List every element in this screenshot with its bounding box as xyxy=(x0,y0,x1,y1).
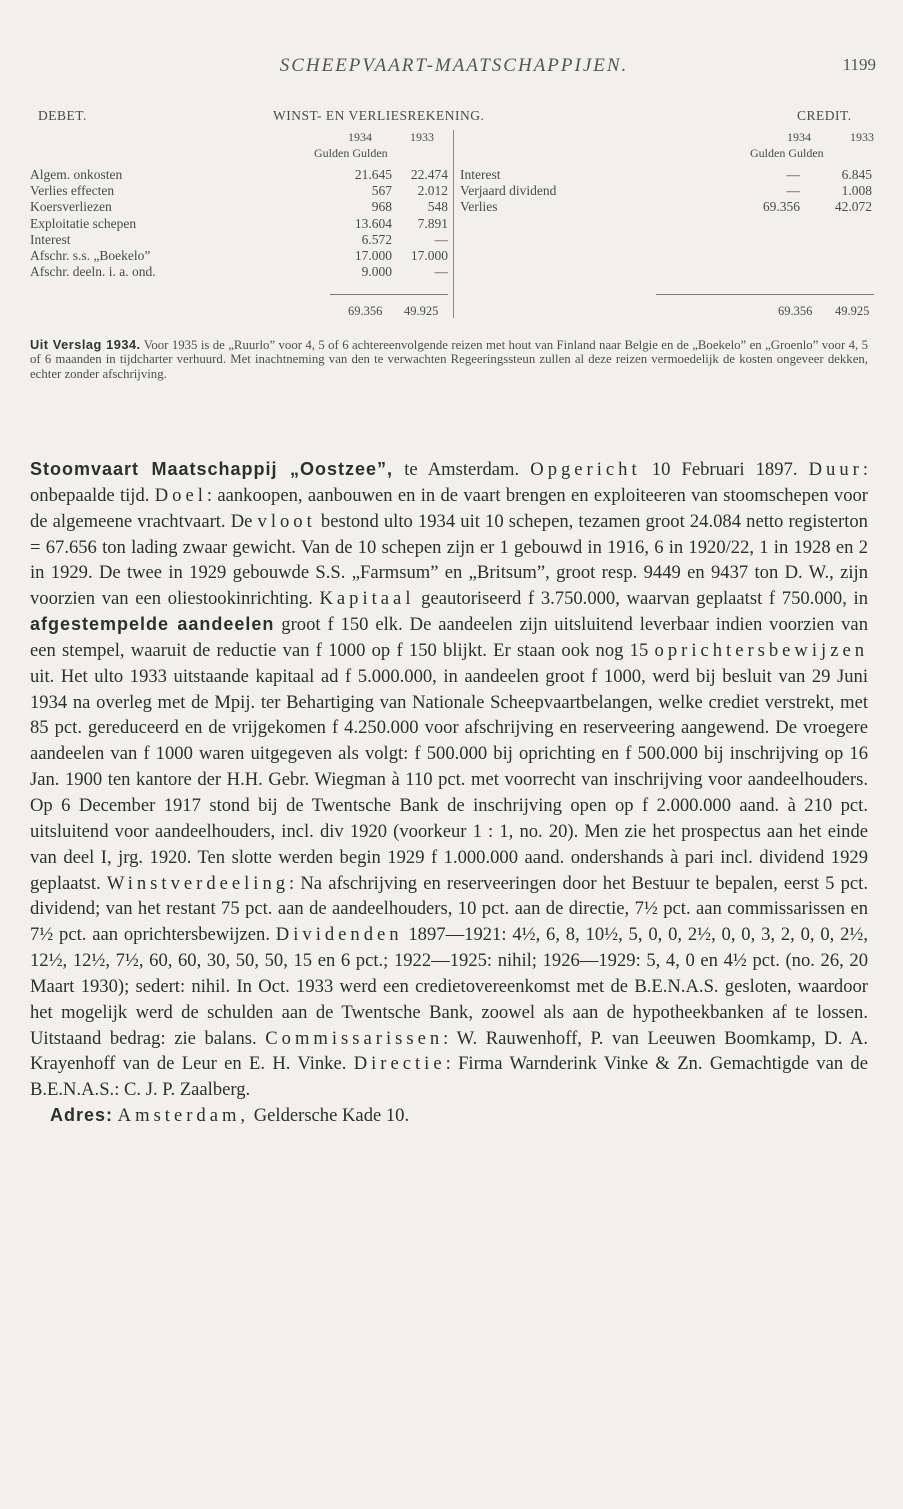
debet-row-1933: — xyxy=(434,231,448,247)
debet-row-1933: 7.891 xyxy=(417,215,448,231)
debet-row-1934: 968 xyxy=(371,199,392,215)
purpose-text: : aankoopen, aanbouwen en in de vaart brengen en exploiteeren van stoomschepen voor de algemeene vrachtvaart. De xyxy=(30,484,868,532)
debet-row xyxy=(30,167,450,183)
label-dividenden: Dividenden xyxy=(275,924,403,946)
debet-row-label: Afschr. s.s. „Boekelo” xyxy=(30,247,151,263)
debet-row-1934: 13.604 xyxy=(354,215,392,231)
left-year-1933: 1933 xyxy=(410,130,434,144)
debet-row-1934: 9.000 xyxy=(361,264,392,280)
ledger-title: WINST- EN VERLIESREKENING. xyxy=(273,108,485,123)
profit-distribution-text: : Na afschrijving en reserveeringen door het Bestuur te bepalen, eerst 5 pct. dividend; van het restant 75 pct. aan de aandeelhouders, 10 pct. aan de directie, 7½ pct. aan commissarissen en 7½ pct. aan oprichtersbewijzen. xyxy=(30,872,868,946)
label-doel: Doel xyxy=(154,484,207,506)
running-title: SCHEEPVAART-MAATSCHAPPIJEN. xyxy=(279,55,629,76)
debet-row-1934: 17.000 xyxy=(354,247,392,263)
debet-row xyxy=(30,199,450,215)
label-oprichtersbewijzen: oprichtersbewijzen xyxy=(654,639,868,661)
debet-row xyxy=(30,264,450,280)
debet-total-1933: 49.925 xyxy=(404,304,439,318)
label-vloot: vloot xyxy=(257,510,316,532)
duration-text: : onbepaalde tijd. xyxy=(30,459,868,506)
right-year-1933: 1933 xyxy=(850,130,874,144)
capital-history-text: uit. Het ulto 1933 uitstaande kapitaal ad f 5.000.000, in aandeelen groot f 1000, werd bij besluit van 29 Juni 1934 na overleg met de Mpij. ter Behartiging van Nationale Scheepvaartbelangen, welke crediet verstrekt, met 85 pct. gereduceerd en de vrijgekomen f 4.250.000 voor afschrijving en reserveering aangewend. De vroegere aandeelen van f 1000 waren uitgegeven als volgt: f 500.000 bij oprichting en f 500.000 bij inschrijving op 16 Jan. 1900 ten kantore der H.H. Gebr. Wiegman à 110 pct. met voorrecht van inschrijving voor aandeelhouders. Op 6 December 1917 stond bij de Twentsche Bank de inschrijving open op f 2.000.000 aand. à 210 pct. uitsluitend voor aandeelhouders, incl. div 1920 (voorkeur 1 : 1, no. 20). Men zie het prospectus aan het einde van deel I, jrg. 1920. Ten slotte werden begin 1929 f 1.000.000 aand. ondershands à pari incl. dividend 1929 geplaatst. xyxy=(30,665,868,894)
debet-label: DEBET. xyxy=(38,108,87,123)
founding-date: 10 Februari 1897. xyxy=(651,459,798,480)
credit-row xyxy=(460,183,878,199)
debet-row-label: Interest xyxy=(30,231,71,247)
report-text: Voor 1935 is de „Ruurlo” voor 4, 5 of 6 achtereenvolgende reizen met hout van Finland naar Belgie en de „Boekelo” en „Groenlo” voor 4, 5 of 6 maanden in tijdcharter verhuurd. Met inachtneming van den te verwachten Regeeringssteun zullen al deze reizen vermoedelijk de kosten ongeveer dekken, echter zonder afschrijving. xyxy=(30,338,868,381)
label-afgestempelde-aandeelen: afgestempelde aandeelen xyxy=(30,614,275,635)
right-units: Gulden Gulden xyxy=(750,146,824,160)
company-paragraph xyxy=(30,457,868,1103)
debet-row-label: Koersverliezen xyxy=(30,199,112,215)
ledger-divider xyxy=(453,130,454,318)
credit-row-1934: — xyxy=(786,167,800,182)
debet-row-1933: 548 xyxy=(427,199,448,215)
company-location: te Amsterdam. xyxy=(404,459,520,480)
credit-total-rule xyxy=(656,294,874,295)
label-duur: Duur xyxy=(808,459,863,480)
report-lead: Uit Verslag 1934. xyxy=(30,337,141,352)
debet-row-1933: 22.474 xyxy=(410,167,448,182)
label-winstverdeeling: Winstverdeeling xyxy=(106,872,290,894)
debet-row xyxy=(30,232,450,248)
label-kapitaal: Kapitaal xyxy=(319,588,415,610)
debet-total-rule xyxy=(330,294,448,295)
debet-table xyxy=(30,167,450,280)
credit-row-label: Verjaard dividend xyxy=(460,183,557,199)
label-directie: Directie xyxy=(353,1053,446,1075)
company-entry xyxy=(30,457,868,1129)
directors-text: : Firma Warnderink Vinke & Zn. Gemachtigde van de B.E.N.A.S.: C. J. P. Zaalberg. xyxy=(30,1053,868,1101)
debet-row-1933: 17.000 xyxy=(410,247,448,263)
left-year-1934: 1934 xyxy=(348,130,372,144)
debet-row-1934: 567 xyxy=(371,183,392,199)
address-label: Adres: xyxy=(50,1105,114,1126)
fleet-text: bestond ulto 1934 uit 10 schepen, tezamen groot 24.084 netto registerton = 67.656 ton lading zwaar gewicht. Van de 10 schepen zijn er 1 gebouwd in 1916, 6 in 1920/22, 1 in 1928 en 2 in 1929. De twee in 1929 gebouwde S.S. „Farmsum” en „Britsum”, groot resp. 9449 en 9437 ton D. W., zijn voorzien van een oliestookinrichting. xyxy=(30,510,868,610)
capital-text: geautoriseerd f 3.750.000, waarvan geplaatst f 750.000, in xyxy=(421,588,868,610)
credit-row-label: Verlies xyxy=(460,199,498,215)
debet-row-1933: — xyxy=(434,264,448,280)
shares-text: groot f 150 elk. De aandeelen zijn uitsluitend leverbaar indien voorzien van een stempel, waaruit de reductie van f 1000 op f 150 blijkt. Er staan ook nog 15 xyxy=(30,614,868,661)
address-city: Amsterdam, xyxy=(117,1105,250,1127)
credit-row-1933: 42.072 xyxy=(834,199,872,215)
debet-row-1934: 6.572 xyxy=(361,231,392,247)
debet-total-1934: 69.356 xyxy=(348,304,383,318)
debet-row-label: Algem. onkosten xyxy=(30,167,123,182)
label-opgericht: Opgericht xyxy=(530,459,641,480)
debet-row-label: Verlies effecten xyxy=(30,183,115,199)
credit-total-1934: 69.356 xyxy=(778,304,813,318)
debet-row-label: Exploitatie schepen xyxy=(30,215,137,231)
right-year-1934: 1934 xyxy=(787,130,811,144)
left-units: Gulden Gulden xyxy=(314,146,388,160)
credit-table xyxy=(460,167,878,216)
debet-row-label: Afschr. deeln. i. a. ond. xyxy=(30,264,156,280)
page xyxy=(30,0,878,1509)
address-line xyxy=(30,1103,868,1129)
debet-row-1933: 2.012 xyxy=(417,183,448,199)
credit-total-1933: 49.925 xyxy=(835,304,870,318)
credit-row xyxy=(460,199,878,215)
dividends-text: 1897—1921: 4½, 6, 8, 10½, 5, 0, 0, 2½, 0, 0, 3, 2, 0, 0, 2½, 12½, 12½, 7½, 60, 60, 30, 50, 50, 15 en 6 pct.; 1922—1925: nihil; 1926—1929: 5, 4, 0 en 4½ pct. (no. 26, 20 Maart 1930); sedert: nihil. In Oct. 1933 werd een credietovereenkomst met de B.E.N.A.S. gesloten, waardoor het mogelijk werd de schulden aan de Twentsche Bank, zoowel als aan de hypotheekbanken af te lossen. Uitstaand bedrag: zie balans. xyxy=(30,924,869,1049)
credit-row-label: Interest xyxy=(460,167,501,182)
debet-row xyxy=(30,248,450,264)
debet-row xyxy=(30,183,450,199)
label-commissarissen: Commissarissen xyxy=(265,1027,444,1049)
credit-row-1934: 69.356 xyxy=(762,199,800,215)
page-number: 1199 xyxy=(842,55,876,74)
debet-row xyxy=(30,216,450,232)
credit-row-1934: — xyxy=(786,183,800,199)
credit-row-1933: 1.008 xyxy=(841,183,872,199)
credit-label: CREDIT. xyxy=(797,108,852,123)
annual-report-excerpt xyxy=(30,338,868,381)
debet-row-1934: 21.645 xyxy=(354,167,392,182)
credit-row xyxy=(460,167,878,183)
credit-row-1933: 6.845 xyxy=(841,167,872,182)
page-header xyxy=(30,55,878,81)
commissioners-text: : W. Rauwenhoff, P. van Leeuwen Boomkamp, D. A. Krayenhoff van de Leur en E. H. Vinke. xyxy=(30,1027,868,1075)
address-street: Geldersche Kade 10. xyxy=(253,1105,410,1127)
company-name: Stoomvaart Maatschappij „Oostzee”, xyxy=(30,459,394,479)
